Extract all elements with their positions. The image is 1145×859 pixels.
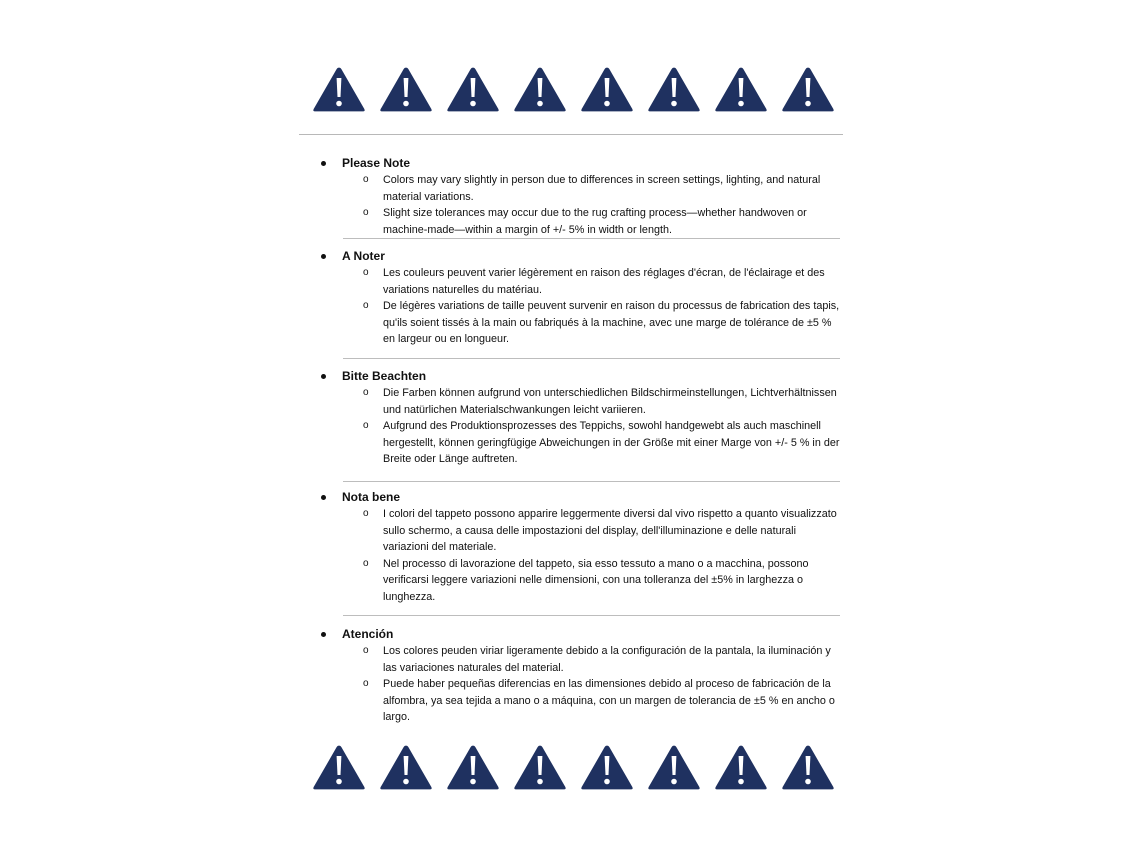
note-section-de [318,368,843,468]
note-section-es [318,626,843,726]
section-title: Nota bene [318,489,843,505]
section-divider [343,615,840,616]
warning-triangle-icon [579,743,635,792]
section-title: Please Note [318,155,843,171]
warning-triangle-icon [512,743,568,792]
warning-triangle-icon [646,65,702,114]
section-title: A Noter [318,248,843,264]
note-section-en [318,155,843,238]
note-item: o Slight size tolerances may occur due to the rug crafting process—whether handwoven or machine-made—within a margin of +/- 5% in width or length. [318,205,843,238]
note-item: o De légères variations de taille peuvent survenir en raison du processus de fabrication des tapis, qu'ils soient tissés à la main ou fabriqués à la machine, avec une marge de tolérance de ±5 % en largeur ou en longueur. [318,298,843,348]
warning-triangle-icon [512,65,568,114]
warning-triangle-icon [780,743,836,792]
section-divider [343,358,840,359]
note-item: o Colors may vary slightly in person due to differences in screen settings, lighting, and natural material variations. [318,172,843,205]
warning-triangle-icon [311,65,367,114]
warning-triangle-icon [311,743,367,792]
warning-triangle-icon [579,65,635,114]
note-section-fr [318,248,843,348]
top-divider [299,134,843,135]
warning-triangle-icon [713,65,769,114]
note-item: o Los colores peuden viriar ligeramente debido a la configuración de la pantala, la iluminación y las variaciones naturales del material. [318,643,843,676]
section-divider [343,238,840,239]
warning-triangle-icon [713,743,769,792]
note-item: o Puede haber pequeñas diferencias en las dimensiones debido al proceso de fabricación de la alfombra, ya sea tejida a mano o a máquina, con un margen de tolerancia de ±5 % en ancho o largo. [318,676,843,726]
note-item: o Nel processo di lavorazione del tappeto, sia esso tessuto a mano o a macchina, possono verificarsi leggere variazioni nelle dimensioni, con una tolleranza del ±5% in larghezza o lunghezza. [318,556,843,606]
warning-triangle-icon [646,743,702,792]
warning-triangle-icon [445,65,501,114]
bottom-warning-icons [311,743,836,792]
section-divider [343,481,840,482]
note-item: o Die Farben können aufgrund von unterschiedlichen Bildschirmeinstellungen, Lichtverhältnissen und natürlichen Materialschwankungen leicht variieren. [318,385,843,418]
warning-triangle-icon [445,743,501,792]
warning-triangle-icon [378,743,434,792]
warning-triangle-icon [378,65,434,114]
warning-triangle-icon [780,65,836,114]
section-title: Bitte Beachten [318,368,843,384]
section-title: Atención [318,626,843,642]
note-section-it [318,489,843,605]
note-item: o Aufgrund des Produktionsprozesses des Teppichs, sowohl handgewebt als auch maschinell hergestellt, können geringfügige Abweichungen in der Größe mit einer Marge von +/- 5 % in der Breite oder Länge auftreten. [318,418,843,468]
note-item: o Les couleurs peuvent varier légèrement en raison des réglages d'écran, de l'éclairage et des variations naturelles du matériau. [318,265,843,298]
top-warning-icons [311,65,836,114]
note-item: o I colori del tappeto possono apparire leggermente diversi dal vivo rispetto a quanto visualizzato sullo schermo, a causa delle impostazioni del display, dell'illuminazione e delle naturali variazioni del materiale. [318,506,843,556]
